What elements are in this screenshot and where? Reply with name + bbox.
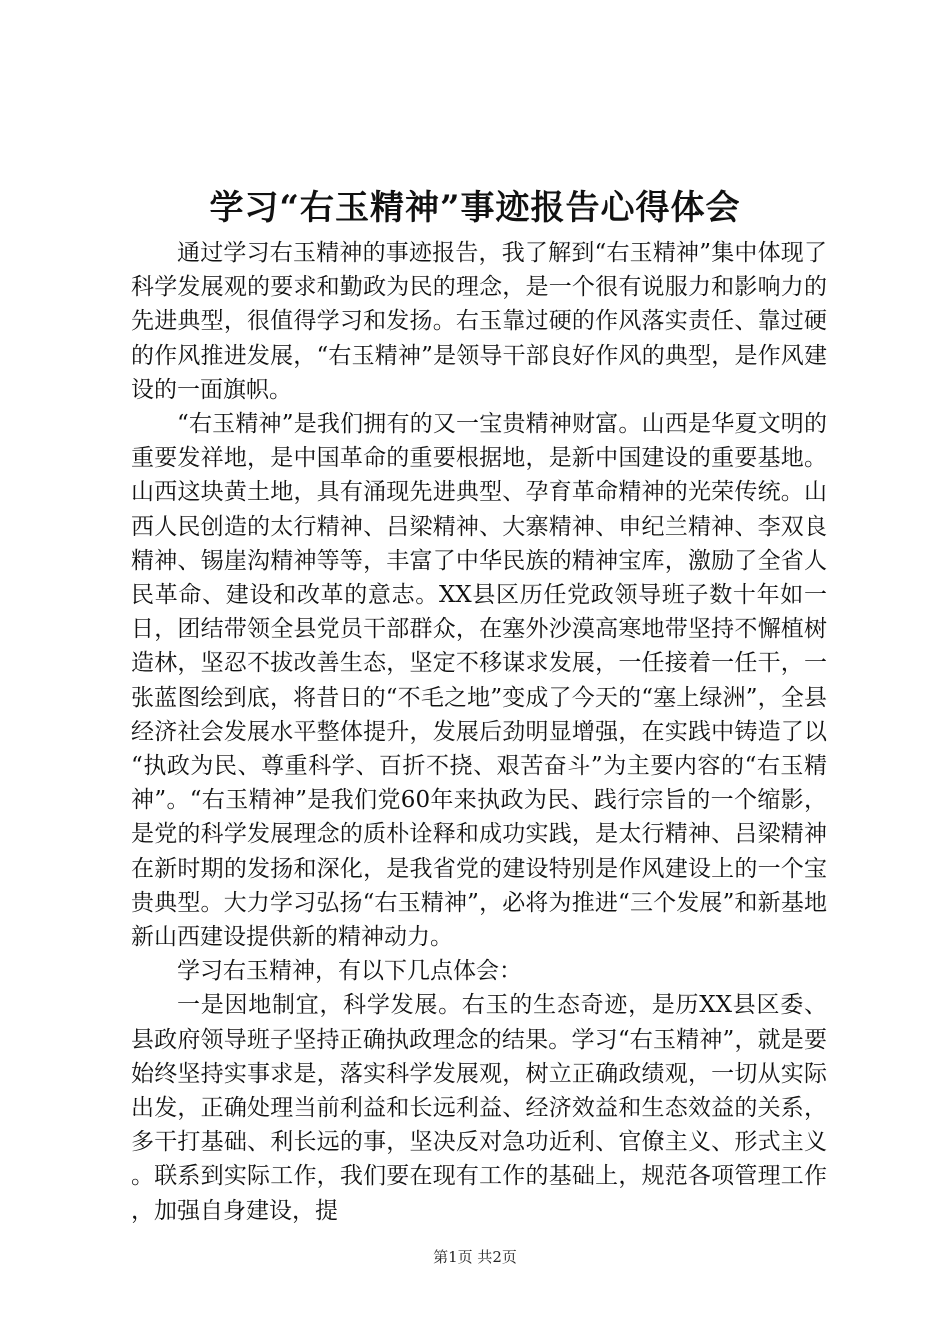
paragraph: 一是因地制宜，科学发展。右玉的生态奇迹，是历XX县区委、县政府领导班子坚持正确执政理念的结果。学习“右玉精神”，就是要始终坚持实事求是，落实科学发展观，树立正确政绩观，一切从实际出发，正确处理当前利益和长远利益、经济效益和生态效益的关系，多干打基础、利长远的事，坚决反对急功近利、官僚主义、形式主义。联系到实际工作，我们要在现有工作的基础上，规范各项管理工作，加强自身建设，提 bbox=[131, 992, 827, 1224]
paragraph: “右玉精神”是我们拥有的又一宝贵精神财富。山西是华夏文明的重要发祥地，是中国革命的重要根据地，是新中国建设的重要基地。山西这块黄土地，具有涌现先进典型、孕育革命精神的光荣传统。山西人民创造的太行精神、吕梁精神、大寨精神、申纪兰精神、李双良精神、锡崖沟精神等等，丰富了中华民族的精神宝库，激励了全省人民革命、建设和改革的意志。XX县区历任党政领导班子数十年如一日，团结带领全县党员干部群众，在塞外沙漠高寒地带坚持不懈植树造林，坚忍不拔改善生态，坚定不移谋求发展，一任接着一任干，一张蓝图绘到底，将昔日的“不毛之地”变成了今天的“塞上绿洲”，全县经济社会发展水平整体提升，发展后劲明显增强，在实践中铸造了以“执政为民、尊重科学、百折不挠、艰苦奋斗”为主要内容的“右玉精神”。“右玉精神”是我们党60年来执政为民、践行宗旨的一个缩影，是党的科学发展理念的质朴诠释和成功实践，是太行精神、吕梁精神在新时期的发扬和深化，是我省党的建设特别是作风建设上的一个宝贵典型。大力学习弘扬“右玉精神”，必将为推进“三个发展”和新基地新山西建设提供新的精神动力。 bbox=[131, 411, 827, 951]
document-title: 学习“右玉精神”事迹报告心得体会 bbox=[209, 188, 741, 228]
paragraph: 学习右玉精神，有以下几点体会： bbox=[177, 958, 522, 985]
page-footer: 第1页 共2页 bbox=[433, 1248, 517, 1266]
document-body bbox=[131, 236, 827, 1228]
paragraph: 通过学习右玉精神的事迹报告，我了解到“右玉精神”集中体现了科学发展观的要求和勤政为民的理念，是一个很有说服力和影响力的先进典型，很值得学习和发扬。右玉靠过硬的作风落实责任、靠过硬的作风推进发展，“右玉精神”是领导干部良好作风的典型，是作风建设的一面旗帜。 bbox=[131, 240, 827, 403]
